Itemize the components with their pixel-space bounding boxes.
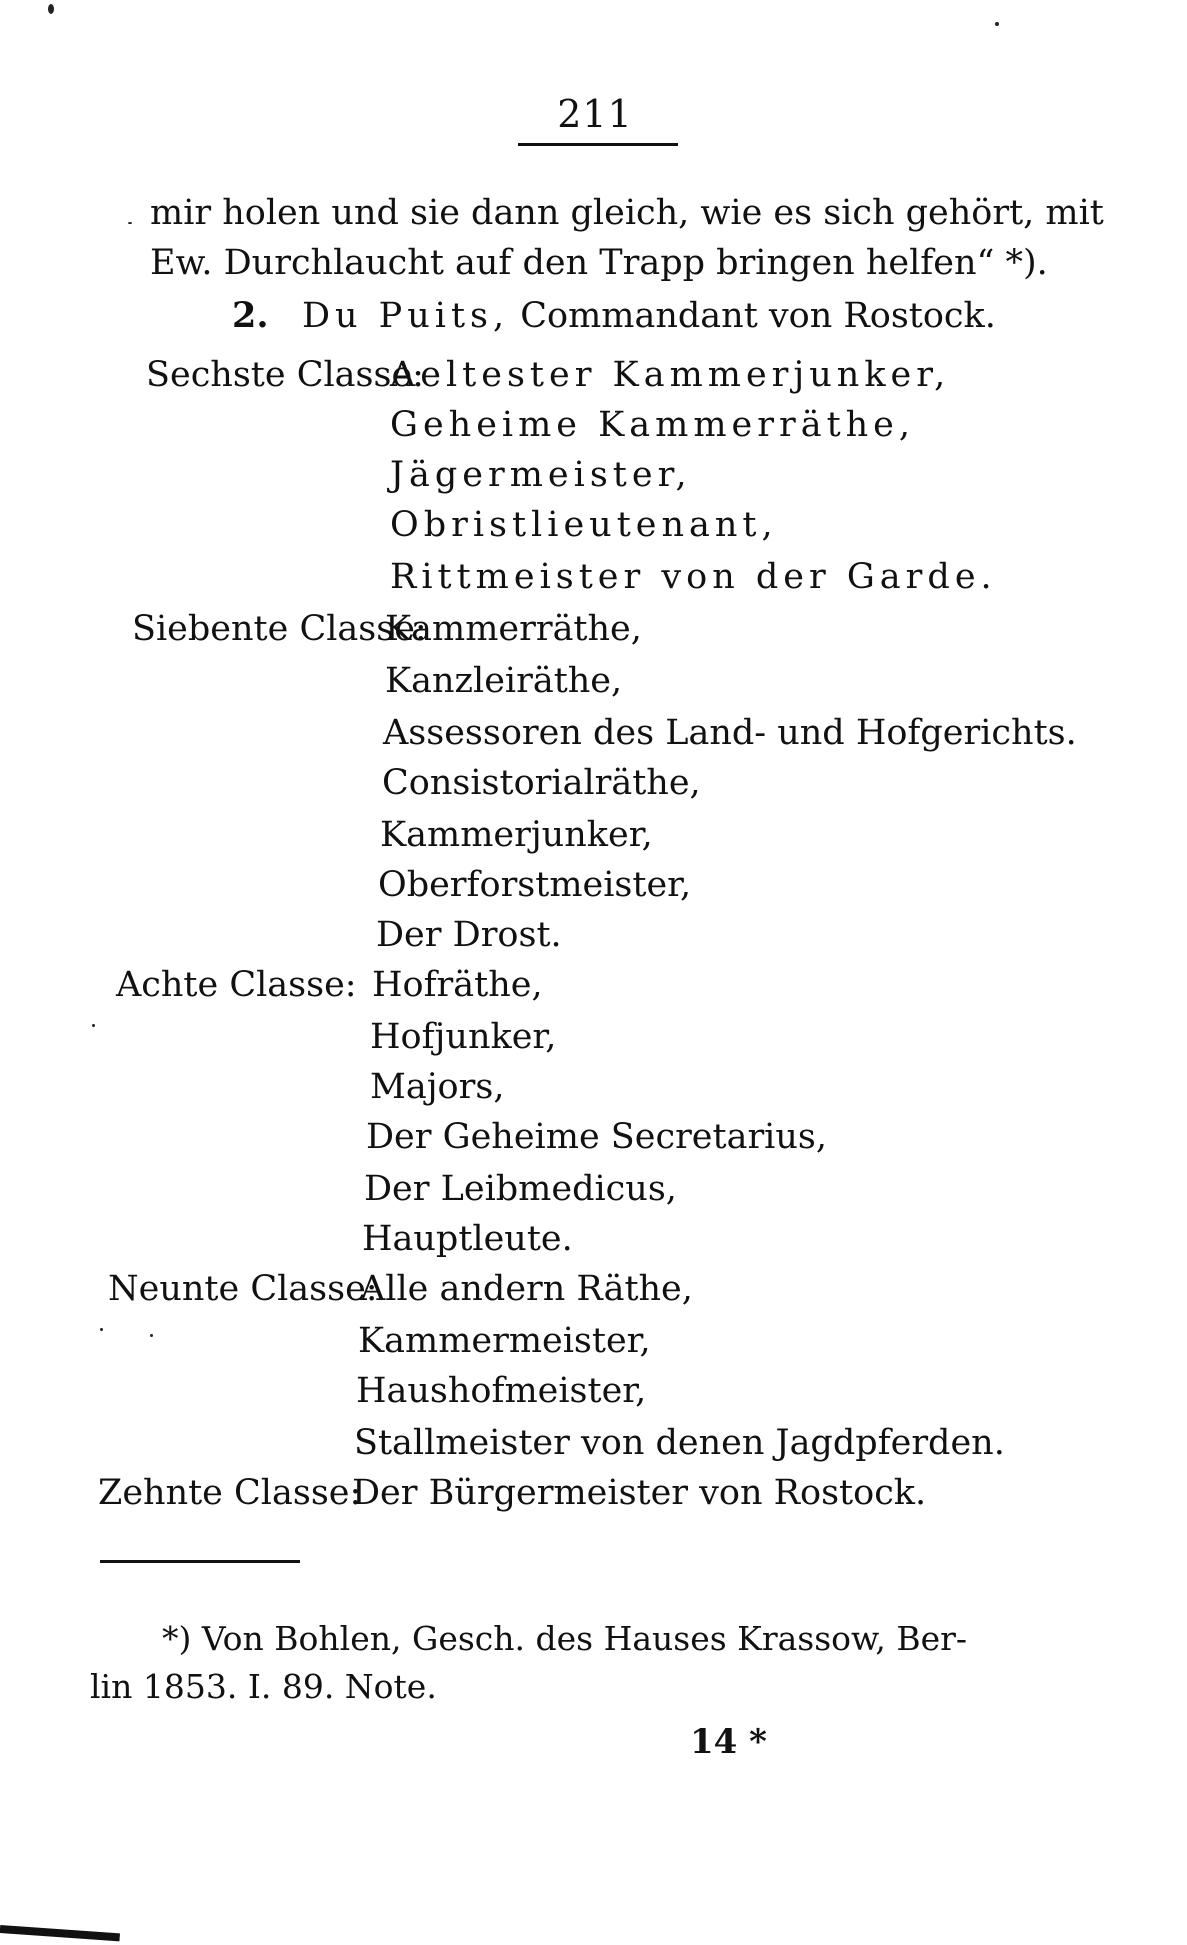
scan-speck [150,1334,153,1337]
class-label-siebente: Siebente Classe: [132,609,427,649]
class-label-sechste: Sechste Classe: [146,355,424,395]
scan-speck [92,1024,95,1027]
footnote-rule [100,1560,300,1563]
list-item: Der Geheime Secretarius, [366,1117,827,1157]
list-item: Jägermeister, [390,455,692,495]
footnote-line-1: *) Von Bohlen, Gesch. des Hauses Krassow, Ber- [162,1619,968,1658]
list-item: Oberforstmeister, [378,865,692,905]
list-item: Alle andern Räthe, [360,1269,693,1309]
list-item: Der Drost. [376,915,562,955]
list-item: Hofräthe, [372,965,543,1005]
class-label-neunte: Neunte Classe: [108,1269,378,1309]
heading-title: Commandant von Rostock. [520,296,996,336]
list-item: Majors, [370,1067,505,1107]
intro-line-1: mir holen und sie dann gleich, wie es sich gehört, mit [150,193,1104,233]
list-item: Kammermeister, [358,1321,651,1361]
scan-speck [100,1328,103,1331]
list-item: Rittmeister von der Garde. [390,557,997,597]
intro-line-2: Ew. Durchlaucht auf den Trapp bringen helfen“ *). [150,243,1048,283]
list-item: Stallmeister von denen Jagdpferden. [354,1423,1005,1463]
list-item: Kammerjunker, [380,815,653,855]
section-heading [232,295,996,336]
class-label-zehnte: Zehnte Classe: [98,1473,362,1513]
page-number: 211 [557,92,633,136]
list-item: Der Leibmedicus, [364,1169,677,1209]
class-label-achte: Achte Classe: [116,965,357,1005]
signature-mark: 14 * [690,1722,767,1762]
heading-name: Du Puits, [301,296,510,336]
scan-speck [995,22,999,26]
list-item: Kanzleiräthe, [385,661,623,701]
list-item: Assessoren des Land- und Hofgerichts. [383,713,1077,753]
scan-edge-mark [0,1925,120,1941]
list-item: Hauptleute. [362,1219,573,1259]
list-item: Geheime Kammerräthe, [390,405,916,445]
list-item: Hofjunker, [370,1017,557,1057]
list-item: Aeltester Kammerjunker, [390,355,951,395]
list-item: Der Bürgermeister von Rostock. [352,1473,927,1513]
scan-speck [128,222,132,224]
footnote-line-2: lin 1853. I. 89. Note. [90,1667,437,1706]
list-item: Obristlieutenant, [390,505,778,545]
list-item: Consistorialräthe, [382,763,701,803]
header-rule [518,143,678,146]
list-item: Kammerräthe, [385,609,642,649]
scan-speck [48,4,54,14]
list-item: Haushofmeister, [356,1371,647,1411]
heading-number: 2. [232,295,269,336]
